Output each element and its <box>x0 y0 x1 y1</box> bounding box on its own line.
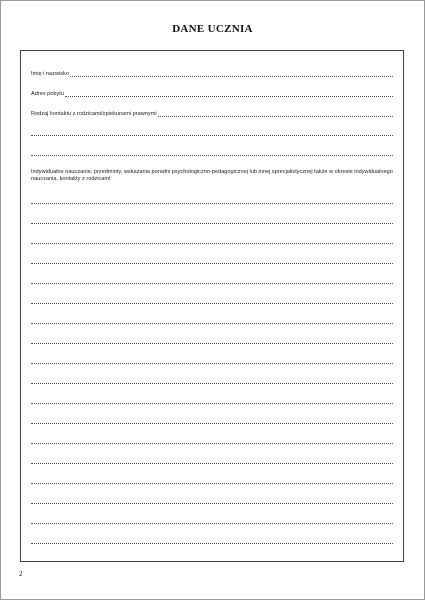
individual-teaching-line[interactable] <box>31 503 393 504</box>
individual-teaching-line[interactable] <box>31 283 393 284</box>
contact-field-line[interactable] <box>158 116 393 117</box>
name-field[interactable] <box>31 68 393 78</box>
individual-teaching-line[interactable] <box>31 543 393 544</box>
address-field-label: Adres pobytu <box>31 91 64 97</box>
page-title: DANE UCZNIA <box>172 23 253 35</box>
page-number: 2 <box>19 570 23 578</box>
individual-teaching-line[interactable] <box>31 203 393 204</box>
contact-extra-line[interactable] <box>31 135 393 136</box>
individual-teaching-line[interactable] <box>31 363 393 364</box>
name-field-label: Imię i nazwisko <box>31 71 69 77</box>
individual-teaching-line[interactable] <box>31 243 393 244</box>
contact-field-label: Rodzaj kontaktu z rodzicami/opiekunami prawnymi <box>31 111 157 117</box>
individual-teaching-line[interactable] <box>31 483 393 484</box>
individual-teaching-label: Indywidualne nauczanie, przedmioty, wskazania poradni psychologiczno-pedagogicznej lub innej sprecjalistycznej także w okresie indywidualnego nauczania, kontakty z rodzicami <box>31 169 393 183</box>
individual-teaching-line[interactable] <box>31 383 393 384</box>
contact-field[interactable] <box>31 108 393 118</box>
individual-teaching-line[interactable] <box>31 343 393 344</box>
address-field-line[interactable] <box>65 96 393 97</box>
student-data-form <box>20 50 404 562</box>
individual-teaching-line[interactable] <box>31 263 393 264</box>
individual-teaching-line[interactable] <box>31 323 393 324</box>
contact-extra-line[interactable] <box>31 155 393 156</box>
individual-teaching-line[interactable] <box>31 463 393 464</box>
individual-teaching-line[interactable] <box>31 223 393 224</box>
individual-teaching-line[interactable] <box>31 303 393 304</box>
name-field-line[interactable] <box>70 76 393 77</box>
individual-teaching-line[interactable] <box>31 443 393 444</box>
individual-teaching-line[interactable] <box>31 403 393 404</box>
individual-teaching-line[interactable] <box>31 423 393 424</box>
individual-teaching-line[interactable] <box>31 523 393 524</box>
address-field[interactable] <box>31 88 393 98</box>
